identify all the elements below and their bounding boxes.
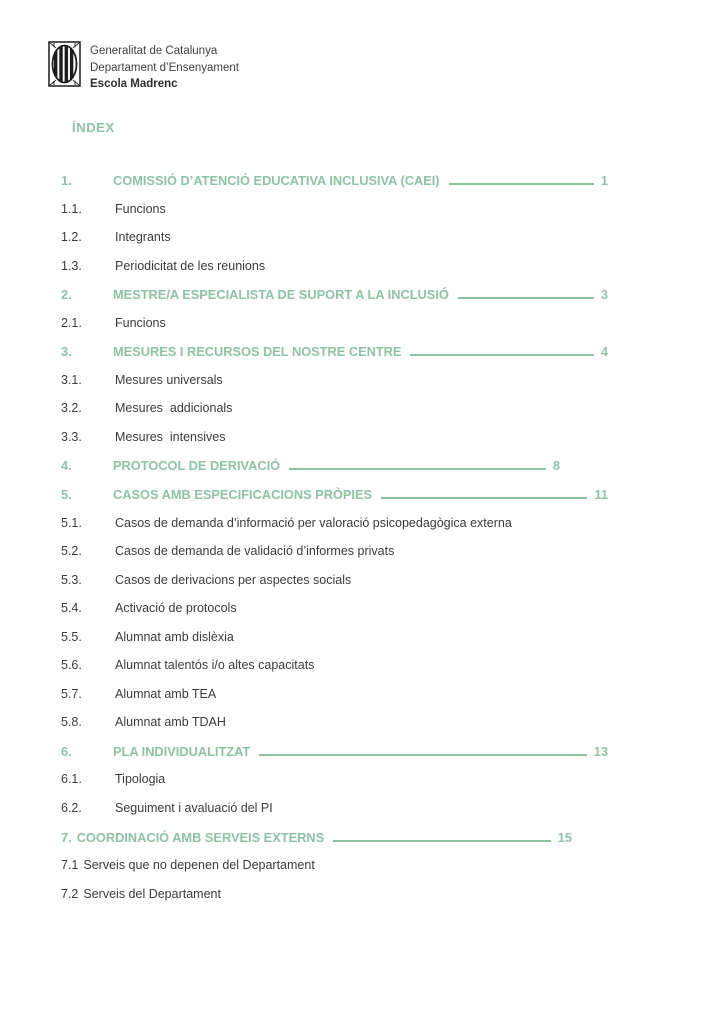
coat-of-arms-icon xyxy=(48,41,81,87)
toc-entry-5-2 xyxy=(61,544,608,573)
toc-entry-7 xyxy=(61,830,608,859)
toc-entry-label: Seguiment i avaluació del PI xyxy=(115,801,273,816)
toc-entry-5-5 xyxy=(61,630,608,659)
toc-entry-page: 1 xyxy=(600,173,608,188)
toc-entry-page: 11 xyxy=(594,487,608,503)
toc-entry-label: Casos de derivacions per aspectes socials xyxy=(115,572,352,587)
toc-entry-2 xyxy=(61,287,608,316)
toc-entry-5-7 xyxy=(61,687,608,716)
toc-entry-number: 6.2. xyxy=(61,801,82,816)
leader-line xyxy=(410,354,593,356)
toc-entry-4 xyxy=(61,458,608,487)
toc-entry-6-2 xyxy=(61,801,608,830)
toc-entry-page: 3 xyxy=(600,287,608,303)
toc-entry-label: Activació de protocols xyxy=(115,601,237,616)
toc-entry-number: 3.1. xyxy=(61,372,82,387)
toc-entry-5-6 xyxy=(61,658,608,687)
toc-entry-number: 6. xyxy=(61,743,72,759)
toc-entry-label: Serveis que no depenen del Departament xyxy=(83,858,315,873)
toc-entry-number: 3. xyxy=(61,344,72,360)
toc-entry-label: Casos de demanda d’informació per valoració psicopedagògica externa xyxy=(115,515,512,530)
toc-entry-label: Alumnat amb TEA xyxy=(115,686,217,701)
toc-entry-page: 8 xyxy=(552,458,560,474)
table-of-contents xyxy=(61,173,608,915)
toc-entry-6-1 xyxy=(61,772,608,801)
toc-entry-page: 13 xyxy=(593,743,608,759)
toc-entry-label: MESURES I RECURSOS DEL NOSTRE CENTRE xyxy=(113,344,402,360)
toc-entry-number: 4. xyxy=(61,458,72,474)
toc-entry-5-1 xyxy=(61,516,608,545)
toc-entry-label: Alumnat amb dislèxia xyxy=(115,629,234,644)
toc-entry-number: 7.2 xyxy=(61,886,79,901)
org-name-block xyxy=(90,41,239,93)
toc-entry-1 xyxy=(61,173,608,202)
document-header xyxy=(48,41,239,93)
toc-entry-3-3 xyxy=(61,430,608,459)
toc-entry-number: 1.3. xyxy=(61,258,82,273)
toc-entry-page: 4 xyxy=(600,344,608,360)
toc-entry-number: 7.1 xyxy=(61,858,79,873)
toc-entry-number: 3.2. xyxy=(61,401,82,416)
toc-entry-number: 5.5. xyxy=(61,629,82,644)
toc-entry-1-1 xyxy=(61,202,608,231)
toc-entry-number: 5.2. xyxy=(61,544,82,559)
toc-entry-number: 1.1. xyxy=(61,201,82,216)
school-name: Escola Madrenc xyxy=(90,78,178,90)
toc-entry-label: Serveis del Departament xyxy=(83,886,221,901)
toc-entry-label: MESTRE/A ESPECIALISTA DE SUPORT A LA INCLUSIÓ xyxy=(113,287,449,303)
toc-entry-number: 5.4. xyxy=(61,601,82,616)
toc-entry-label: Alumnat talentós i/o altes capacitats xyxy=(115,658,315,673)
toc-entry-3-1 xyxy=(61,373,608,402)
org-name-line1: Generalitat de Catalunya xyxy=(90,45,218,57)
toc-entry-label: Mesures universals xyxy=(115,372,223,387)
toc-entry-label: COORDINACIÓ AMB SERVEIS EXTERNS xyxy=(76,829,325,845)
toc-entry-label: Tipologia xyxy=(115,772,166,787)
toc-entry-6 xyxy=(61,744,608,773)
toc-entry-label: Funcions xyxy=(115,201,166,216)
generalitat-logo xyxy=(48,41,81,87)
leader-line xyxy=(333,840,551,842)
toc-entry-number: 1.2. xyxy=(61,230,82,245)
leader-line xyxy=(259,754,587,756)
org-name-line2: Departament d’Ensenyament xyxy=(90,61,239,74)
leader-line xyxy=(381,497,587,499)
toc-entry-label: Alumnat amb TDAH xyxy=(115,715,226,730)
toc-entry-number: 5.8. xyxy=(61,715,82,730)
toc-entry-number: 1. xyxy=(61,173,72,188)
toc-entry-7-2 xyxy=(61,887,608,916)
toc-entry-label: PLA INDIVIDUALITZAT xyxy=(113,743,251,759)
toc-entry-7-1 xyxy=(61,858,608,887)
toc-entry-5-8 xyxy=(61,715,608,744)
toc-entry-number: 3.3. xyxy=(61,429,82,444)
toc-entry-5-3 xyxy=(61,573,608,602)
toc-entry-1-3 xyxy=(61,259,608,288)
leader-line xyxy=(458,297,594,299)
toc-entry-number: 5.1. xyxy=(61,515,82,530)
toc-entry-label: Periodicitat de les reunions xyxy=(115,258,266,273)
toc-entry-number: 5.3. xyxy=(61,572,82,587)
toc-entry-number: 7. xyxy=(61,829,72,845)
toc-entry-label: Casos de demanda de validació d’informes privats xyxy=(115,544,395,559)
page-title: ÍNDEX xyxy=(72,120,115,135)
toc-entry-1-2 xyxy=(61,230,608,259)
toc-entry-label: PROTOCOL DE DERIVACIÓ xyxy=(113,458,281,474)
toc-entry-label: COMISSIÓ D’ATENCIÓ EDUCATIVA INCLUSIVA (CAEI) xyxy=(113,173,440,188)
toc-entry-label: Integrants xyxy=(115,230,171,245)
toc-entry-label: Mesures addicionals xyxy=(115,401,233,416)
toc-entry-5 xyxy=(61,487,608,516)
toc-entry-3 xyxy=(61,344,608,373)
toc-entry-number: 2. xyxy=(61,287,72,303)
toc-entry-number: 6.1. xyxy=(61,772,82,787)
toc-entry-number: 5. xyxy=(61,487,72,503)
leader-line xyxy=(289,468,546,470)
toc-entry-label: Mesures intensives xyxy=(115,429,226,444)
toc-entry-label: Funcions xyxy=(115,315,166,330)
toc-entry-2-1 xyxy=(61,316,608,345)
toc-entry-number: 2.1. xyxy=(61,315,82,330)
toc-entry-number: 5.6. xyxy=(61,658,82,673)
toc-entry-label: CASOS AMB ESPECIFICACIONS PRÒPIES xyxy=(113,487,373,503)
toc-entry-number: 5.7. xyxy=(61,686,82,701)
leader-line xyxy=(449,183,594,185)
toc-entry-page: 15 xyxy=(557,829,572,845)
toc-entry-5-4 xyxy=(61,601,608,630)
toc-entry-3-2 xyxy=(61,401,608,430)
